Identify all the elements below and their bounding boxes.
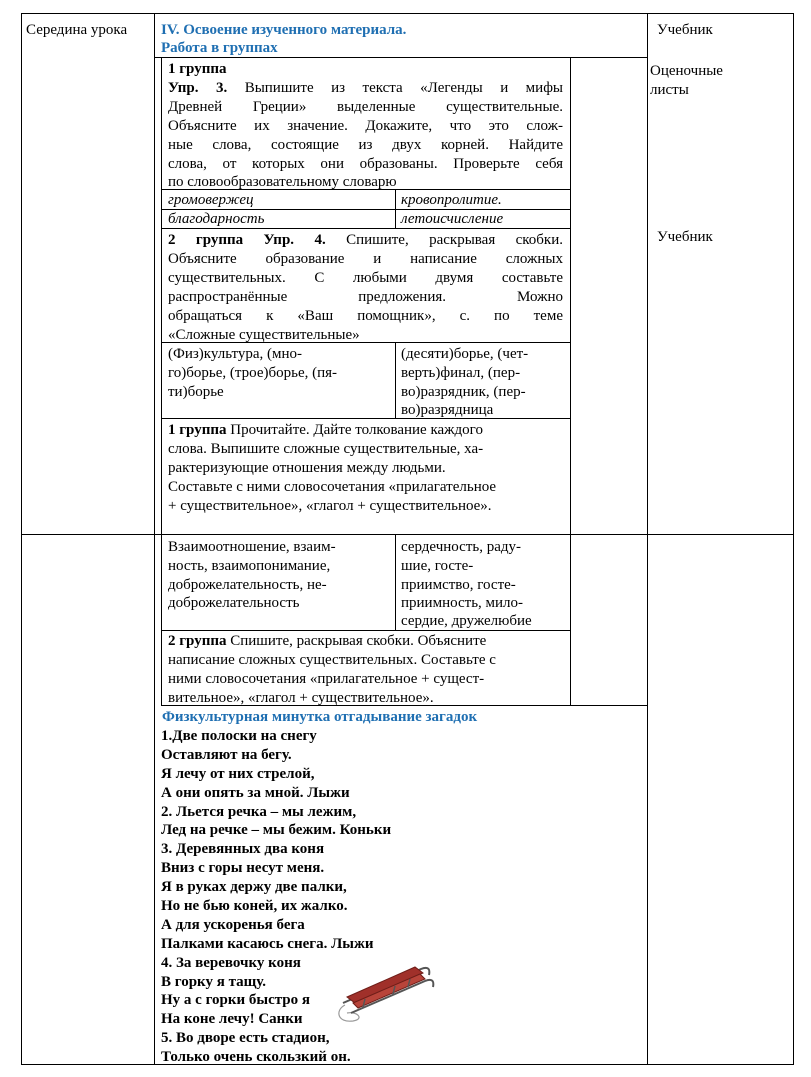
riddles: 1.Две полоски на снегу Оставляют на бегу. Я лечу от них стрелой, А они опять за мной. Лыжи 2. Льется речка – мы лежим, Лед на речке – мы бежим. Коньки 3. Деревянных два коня Вниз с горы несут меня. Я в руках держу две палки, Но не бью коней, их жалко. А для ускоренья бега Палками касаюсь снега. Лыжи 4. За веревочку коня В горку я тащу. Ну а с горки быстро я На коне лечу! Санки 5. Во дворе есть стадион, Только очень скользкий он.: [161, 728, 392, 1066]
physminute-title: Физкультурная минутка отгадывание загадок: [162, 709, 478, 725]
task1-group: 1 группа: [168, 61, 227, 77]
lesson-stage: Середина урока: [26, 22, 128, 38]
word-cell: благодарность: [168, 211, 265, 227]
resource-evaluation-sheets: Оценочные листы: [650, 63, 723, 98]
section-subtitle: Работа в группах: [161, 40, 278, 56]
resource-textbook-2: Учебник: [657, 229, 713, 245]
sled-illustration: [325, 955, 440, 1030]
word-cell: летоисчисление: [401, 211, 504, 227]
word-cell: кровопролитие.: [401, 192, 502, 208]
word-cell: громовержец: [168, 192, 254, 208]
resource-textbook-1: Учебник: [657, 22, 713, 38]
section-title: IV. Освоение изученного материала.: [161, 22, 407, 38]
